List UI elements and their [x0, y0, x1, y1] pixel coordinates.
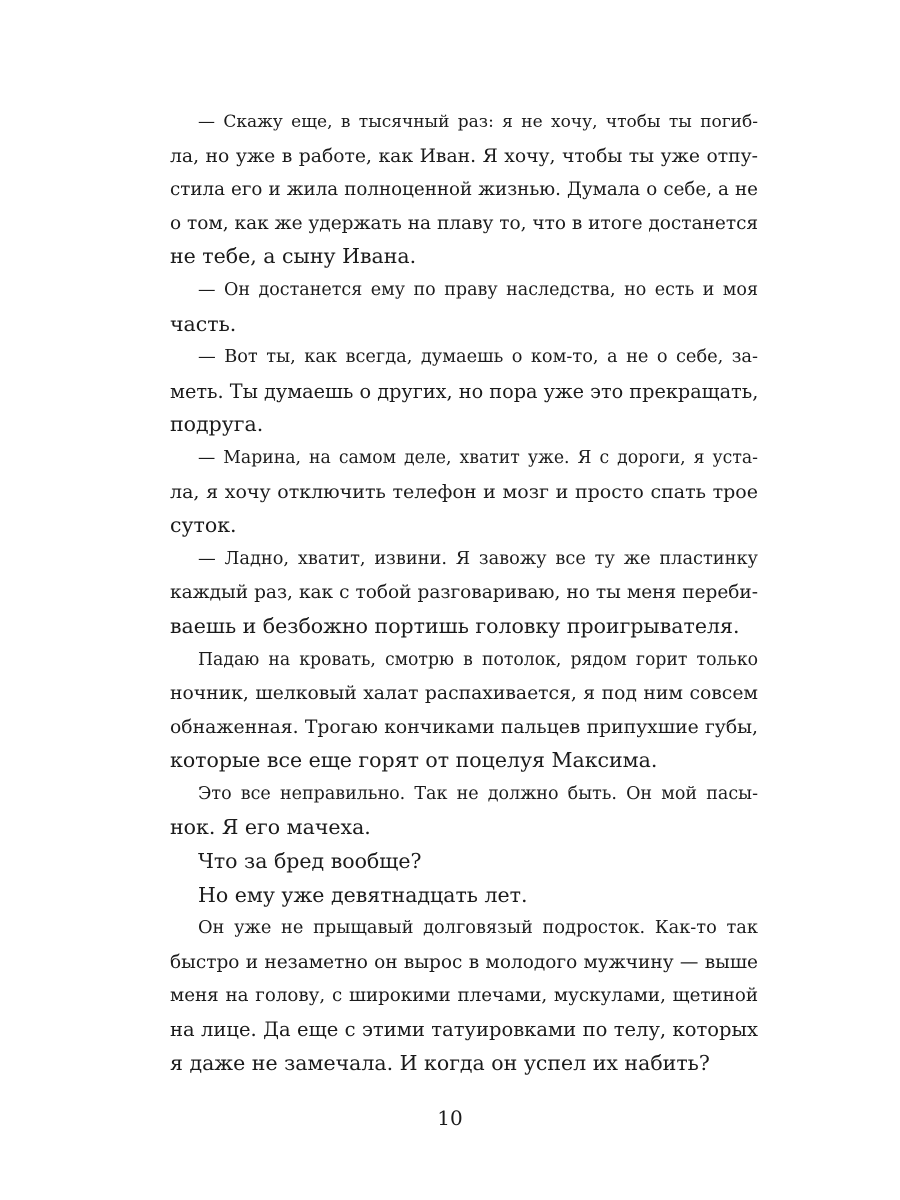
text-line: меня на голову, с широкими плечами, мускулами, щетиной [170, 985, 758, 1007]
text-line: подруга. [170, 412, 264, 437]
text-line: Что за бред вообще? [198, 849, 422, 874]
text-line: ваешь и безбожно портишь головку проигрывателя. [170, 613, 740, 638]
text-line: — Он достанется ему по праву наследства, но есть и моя [198, 279, 758, 300]
text-line: Падаю на кровать, смотрю в потолок, рядом горит только [198, 649, 758, 670]
paragraph-8 [142, 845, 758, 879]
page-number: 10 [437, 1106, 463, 1130]
paragraph-3 [142, 341, 758, 442]
text-line: — Ладно, хватит, извини. Я завожу все ту же пластинку [198, 548, 758, 569]
text-line: нок. Я его мачеха. [170, 815, 371, 840]
text-line: Он уже не прыщавый долговязый подросток. Как-то так [198, 918, 758, 939]
text-line: обнаженная. Трогаю кончиками пальцев припухшие губы, [170, 716, 758, 738]
text-line: — Вот ты, как всегда, думаешь о ком-то, а не о себе, за- [198, 347, 758, 368]
text-line: — Скажу еще, в тысячный раз: я не хочу, чтобы ты погиб- [198, 112, 758, 132]
paragraph-4 [142, 442, 758, 543]
text-line: которые все еще горят от поцелуя Максима. [170, 748, 658, 773]
paragraph-9 [142, 879, 758, 913]
text-line: — Марина, на самом деле, хватит уже. Я с дороги, я уста- [198, 447, 758, 468]
text-line: каждый раз, как с тобой разговариваю, но ты меня переби- [170, 582, 758, 604]
book-page-text [142, 106, 758, 1080]
text-line: меть. Ты думаешь о других, но пора уже это прекращать, [170, 379, 759, 403]
text-line: я даже не замечала. И когда он успел их набить? [170, 1050, 710, 1075]
paragraph-5 [142, 543, 758, 644]
text-line: о том, как же удержать на плаву то, что в итоге достанется [170, 212, 759, 234]
text-line: Но ему уже девятнадцать лет. [198, 882, 528, 907]
text-line: не тебе, а сыну Ивана. [170, 244, 417, 269]
paragraph-7 [142, 778, 758, 845]
text-line: стила его и жила полноценной жизнью. Думала о себе, а не [170, 179, 758, 201]
paragraph-10 [142, 912, 758, 1080]
paragraph-6 [142, 644, 758, 778]
text-line: суток. [170, 513, 237, 538]
paragraph-1 [142, 106, 758, 274]
text-line: Это все неправильно. Так не должно быть. Он мой пасы- [198, 783, 758, 804]
text-line: ла, я хочу отключить телефон и мозг и просто спать трое [170, 480, 758, 503]
text-line: ночник, шелковый халат распахивается, я под ним совсем [170, 683, 758, 705]
text-line: часть. [170, 311, 237, 336]
text-line: ла, но уже в работе, как Иван. Я хочу, чтобы ты уже отпу- [170, 145, 758, 167]
paragraph-2 [142, 274, 758, 341]
text-line: быстро и незаметно он вырос в молодого мужчину — выше [170, 951, 758, 973]
text-line: на лице. Да еще с этими татуировками по телу, которых [170, 1018, 758, 1042]
